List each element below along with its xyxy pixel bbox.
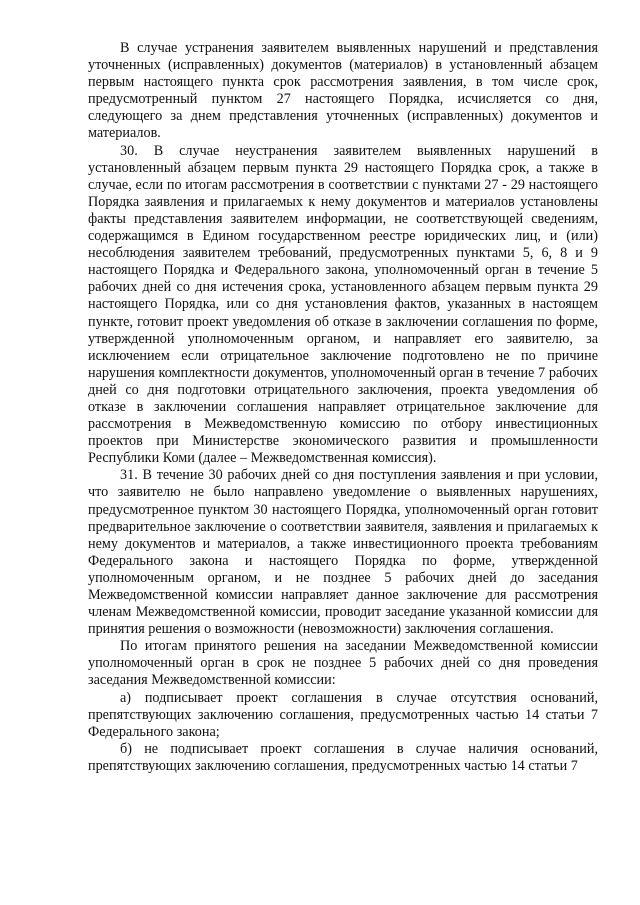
paragraph-commission-decision: По итогам принятого решения на заседании Межведомственной комиссии уполномоченный орган в срок не позднее 5 рабочих дней со дня проведения заседания Межведомственной комиссии:: [88, 638, 598, 689]
document-body: [88, 40, 598, 775]
list-item-b: б) не подписывает проект соглашения в случае наличия оснований, препятствующих заключению соглашения, предусмотренных частью 14 статьи 7: [88, 740, 598, 774]
paragraph-29-continuation: В случае устранения заявителем выявленных нарушений и представления уточненных (исправленных) документов (материалов) в установленный абзацем первым настоящего пункта срок рассмотрения заявления, в том числе срок, предусмотренный пунктом 27 настоящего Порядка, исчисляется со дня, следующего за днем представления уточненных (исправленных) документов и материалов.: [88, 40, 598, 142]
paragraph-31: 31. В течение 30 рабочих дней со дня поступления заявления и при условии, что заявителю не было направлено уведомление о выявленных нарушениях, предусмотренное пунктом 30 настоящего Порядка, уполномоченный орган готовит предварительное заключение о соответствии заявителя, заявления и прилагаемых к нему документов и материалов, а также инвестиционного проекта требованиям Федерального закона и настоящего Порядка по форме, утвержденной уполномоченным органом, и не позднее 5 рабочих дней до заседания Межведомственной комиссии направляет данное заключение для рассмотрения членам Межведомственной комиссии, проводит заседание указанной комиссии для принятия решения о возможности (невозможности) заключения соглашения.: [88, 467, 598, 638]
list-item-a: а) подписывает проект соглашения в случае отсутствия оснований, препятствующих заключению соглашения, предусмотренных частью 14 статьи 7 Федерального закона;: [88, 689, 598, 740]
paragraph-30: 30. В случае неустранения заявителем выявленных нарушений в установленный абзацем первым пункта 29 настоящего Порядка срок, а также в случае, если по итогам рассмотрения в соответствии с пунктами 27 - 29 настоящего Порядка заявления и прилагаемых к нему документов и материалов установлены факты представления заявителем информации, не соответствующей сведениям, содержащимся в Едином государственном реестре юридических лиц, и (или) несоблюдения заявителем требований, предусмотренных пунктами 5, 6, 8 и 9 настоящего Порядка и Федерального закона, уполномоченный орган в течение 5 рабочих дней со дня истечения срока, установленного абзацем первым пункта 29 настоящего Порядка, или со дня установления фактов, указанных в настоящем пункте, готовит проект уведомления об отказе в заключении соглашения по форме, утвержденной уполномоченным органом, и направляет его заявителю, за исключением если отрицательное заключение подготовлено не по причине нарушения комплектности документов, уполномоченный орган в течение 7 рабочих дней со дня подготовки отрицательного заключения, проекта уведомления об отказе в заключении соглашения направляет отрицательное заключение для рассмотрения в Межведомственную комиссию по отбору инвестиционных проектов при Министерстве экономического развития и промышленности Республики Коми (далее – Межведомственная комиссия).: [88, 142, 598, 467]
